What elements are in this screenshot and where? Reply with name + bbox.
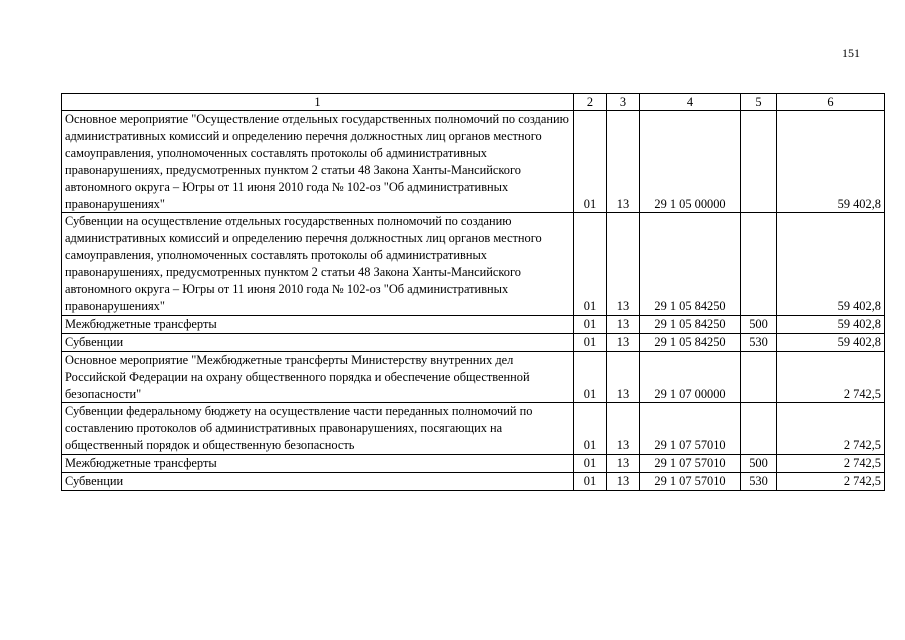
row-target-code: 29 1 07 00000 (640, 351, 741, 403)
row-section: 01 (574, 473, 607, 491)
row-name: Субвенции федеральному бюджету на осуществление части переданных полномочий по составлению протоколов об административных правонарушениях, посягающих на общественный порядок и общественную безопасность (62, 403, 574, 455)
row-section: 01 (574, 455, 607, 473)
row-target-code: 29 1 05 00000 (640, 111, 741, 213)
row-name: Основное мероприятие "Межбюджетные трансферты Министерству внутренних дел Российской Федерации на охрану общественного порядка и обеспечение общественной безопасности" (62, 351, 574, 403)
row-expense-type: 500 (741, 315, 777, 333)
table-row (62, 315, 885, 333)
row-amount: 59 402,8 (777, 111, 885, 213)
row-subsection: 13 (607, 403, 640, 455)
row-target-code: 29 1 05 84250 (640, 333, 741, 351)
row-amount: 59 402,8 (777, 315, 885, 333)
row-section: 01 (574, 351, 607, 403)
table-row (62, 213, 885, 315)
row-expense-type: 530 (741, 473, 777, 491)
row-expense-type (741, 213, 777, 315)
table-row (62, 111, 885, 213)
table-row (62, 351, 885, 403)
row-expense-type (741, 351, 777, 403)
row-expense-type: 500 (741, 455, 777, 473)
row-target-code: 29 1 05 84250 (640, 213, 741, 315)
header-col-2: 2 (574, 94, 607, 111)
row-subsection: 13 (607, 351, 640, 403)
row-amount: 2 742,5 (777, 473, 885, 491)
row-amount: 59 402,8 (777, 333, 885, 351)
table-row (62, 403, 885, 455)
row-section: 01 (574, 315, 607, 333)
header-col-6: 6 (777, 94, 885, 111)
header-col-1: 1 (62, 94, 574, 111)
row-name: Межбюджетные трансферты (62, 315, 574, 333)
row-section: 01 (574, 403, 607, 455)
row-name: Субвенции на осуществление отдельных государственных полномочий по созданию административных комиссий и определению перечня должностных лиц органов местного самоуправления, уполномоченных составлять протоколы об административных правонарушениях, предусмотренных пунктом 2 статьи 48 Закона Ханты-Мансийского автономного округа – Югры от 11 июня 2010 года № 102-оз "Об административных правонарушениях" (62, 213, 574, 315)
header-col-4: 4 (640, 94, 741, 111)
row-target-code: 29 1 07 57010 (640, 473, 741, 491)
page-number: 151 (842, 46, 860, 60)
header-col-3: 3 (607, 94, 640, 111)
row-section: 01 (574, 333, 607, 351)
row-name: Основное мероприятие "Осуществление отдельных государственных полномочий по созданию административных комиссий и определению перечня должностных лиц органов местного самоуправления, уполномоченных составлять протоколы об административных правонарушениях, предусмотренных пунктом 2 статьи 48 Закона Ханты-Мансийского автономного округа – Югры от 11 июня 2010 года № 102-оз "Об административных правонарушениях" (62, 111, 574, 213)
row-section: 01 (574, 111, 607, 213)
row-subsection: 13 (607, 315, 640, 333)
row-subsection: 13 (607, 111, 640, 213)
row-target-code: 29 1 07 57010 (640, 403, 741, 455)
table-row (62, 333, 885, 351)
table-header-row (62, 94, 885, 111)
row-amount: 2 742,5 (777, 351, 885, 403)
row-amount: 59 402,8 (777, 213, 885, 315)
row-amount: 2 742,5 (777, 455, 885, 473)
row-expense-type: 530 (741, 333, 777, 351)
row-target-code: 29 1 05 84250 (640, 315, 741, 333)
row-name: Субвенции (62, 473, 574, 491)
budget-table (61, 93, 885, 491)
row-subsection: 13 (607, 333, 640, 351)
row-section: 01 (574, 213, 607, 315)
row-name: Межбюджетные трансферты (62, 455, 574, 473)
table-row (62, 473, 885, 491)
row-subsection: 13 (607, 473, 640, 491)
row-target-code: 29 1 07 57010 (640, 455, 741, 473)
row-name: Субвенции (62, 333, 574, 351)
header-col-5: 5 (741, 94, 777, 111)
row-expense-type (741, 111, 777, 213)
table-row (62, 455, 885, 473)
row-amount: 2 742,5 (777, 403, 885, 455)
row-expense-type (741, 403, 777, 455)
row-subsection: 13 (607, 213, 640, 315)
row-subsection: 13 (607, 455, 640, 473)
